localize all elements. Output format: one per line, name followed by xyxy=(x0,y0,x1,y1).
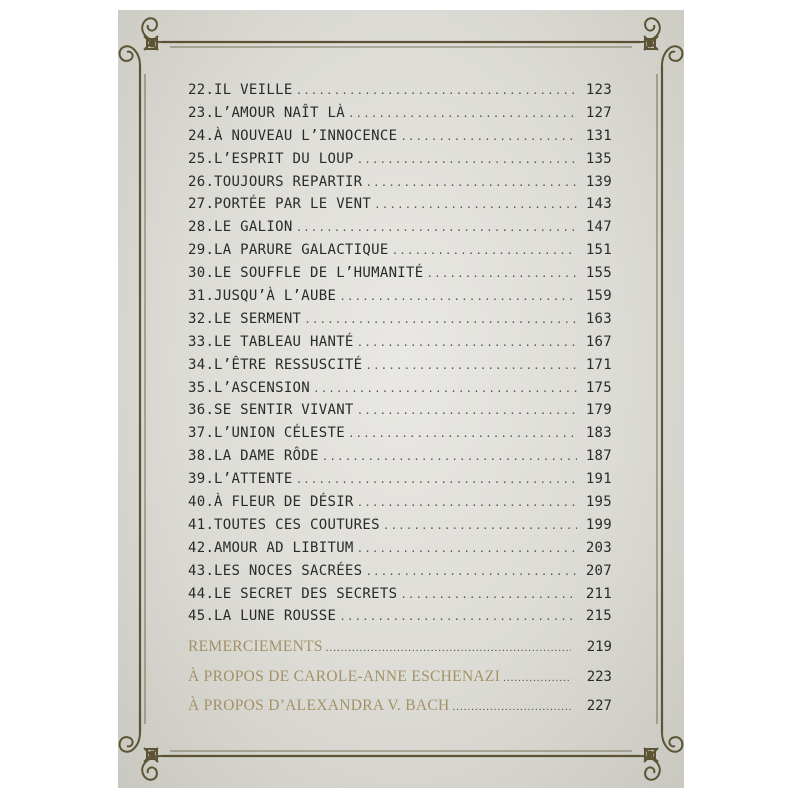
chapter-number: 45. xyxy=(188,608,215,625)
book-page xyxy=(118,10,684,788)
dot-leader xyxy=(296,84,577,97)
dot-leader xyxy=(365,176,577,189)
chapter-number: 31. xyxy=(188,288,215,305)
dot-leader xyxy=(357,153,577,166)
toc-entry xyxy=(188,105,612,128)
dot-leader xyxy=(400,130,577,143)
chapter-number: 32. xyxy=(188,310,215,327)
page-number: 207 xyxy=(585,562,612,579)
chapter-number: 22. xyxy=(188,82,215,98)
chapter-number: 43. xyxy=(188,562,215,579)
toc-entry xyxy=(188,151,612,174)
chapter-number: 35. xyxy=(188,379,215,396)
page-number: 147 xyxy=(585,219,612,236)
dot-leader xyxy=(392,244,577,257)
chapter-number: 37. xyxy=(188,425,215,442)
page-number: 183 xyxy=(585,425,612,442)
chapter-number: 30. xyxy=(188,265,215,282)
chapter-title: LES NOCES SACRÉES xyxy=(214,562,363,579)
chapter-number: 29. xyxy=(188,242,215,259)
chapter-title: À FLEUR DE DÉSIR xyxy=(214,494,354,511)
chapter-title: LA DAME RÔDE xyxy=(214,448,319,465)
chapter-title: LA PARURE GALACTIQUE xyxy=(214,242,389,259)
chapter-number: 44. xyxy=(188,585,215,602)
toc-entry xyxy=(188,288,612,311)
page-number: 163 xyxy=(585,310,612,327)
ornate-corner-icon xyxy=(640,732,682,780)
chapter-title: L’ÊTRE RESSUSCITÉ xyxy=(214,356,363,373)
dot-leader xyxy=(296,221,577,234)
ornate-corner-icon xyxy=(120,18,162,66)
toc-entry xyxy=(188,448,612,471)
page-number: 211 xyxy=(585,585,612,602)
chapter-number: 42. xyxy=(188,539,215,556)
chapter-number: 23. xyxy=(188,104,215,121)
toc-entry xyxy=(188,357,612,380)
section-title: REMERCIEMENTS xyxy=(188,638,323,655)
page-number: 203 xyxy=(585,539,612,556)
toc-entry xyxy=(188,219,612,242)
toc-entry xyxy=(188,82,612,105)
dot-leader xyxy=(427,267,578,280)
page-number: 175 xyxy=(585,379,612,396)
chapter-title: LA LUNE ROUSSE xyxy=(214,608,337,625)
toc-entry xyxy=(188,425,612,448)
toc-entry xyxy=(188,311,612,334)
back-matter-entry xyxy=(188,697,612,727)
chapter-title: SE SENTIR VIVANT xyxy=(214,402,354,419)
section-title: À PROPOS D’ALEXANDRA V. BACH xyxy=(188,697,450,714)
dot-leader xyxy=(348,427,577,440)
chapter-title: LE GALION xyxy=(214,219,293,236)
page-number: 131 xyxy=(585,127,612,144)
page-number: 123 xyxy=(585,82,612,98)
page-number: 139 xyxy=(585,173,612,190)
page-number: 215 xyxy=(585,608,612,625)
toc-entry xyxy=(188,517,612,540)
page-number: 199 xyxy=(585,516,612,533)
dot-leader xyxy=(339,610,577,623)
chapter-number: 36. xyxy=(188,402,215,419)
chapter-number: 26. xyxy=(188,173,215,190)
chapter-title: LE SECRET DES SECRETS xyxy=(214,585,398,602)
dot-leader xyxy=(400,588,577,601)
dot-leader xyxy=(365,359,577,372)
dot-leader xyxy=(357,496,577,509)
ornate-corner-icon xyxy=(120,732,162,780)
chapter-number: 25. xyxy=(188,150,215,167)
toc-entry xyxy=(188,380,612,403)
dot-leader xyxy=(326,642,571,654)
page-number: 159 xyxy=(585,288,612,305)
dot-leader xyxy=(365,565,577,578)
chapter-number: 41. xyxy=(188,516,215,533)
dot-leader xyxy=(357,542,577,555)
dot-leader xyxy=(357,404,577,417)
chapter-title: LE TABLEAU HANTÉ xyxy=(214,333,354,350)
dot-leader xyxy=(296,473,577,486)
page-number: 191 xyxy=(585,471,612,488)
chapter-number: 28. xyxy=(188,219,215,236)
page-number: 135 xyxy=(585,150,612,167)
page-number: 187 xyxy=(585,448,612,465)
chapter-title: TOUTES CES COUTURES xyxy=(214,516,380,533)
chapter-title: L’AMOUR NAÎT LÀ xyxy=(214,104,345,121)
page-number: 167 xyxy=(585,333,612,350)
page-number: 227 xyxy=(586,698,612,714)
page-number: 179 xyxy=(585,402,612,419)
toc-entry xyxy=(188,265,612,288)
chapter-title: JUSQU’À L’AUBE xyxy=(214,288,337,305)
page-number: 195 xyxy=(585,494,612,511)
chapter-number: 24. xyxy=(188,127,215,144)
back-matter-entry xyxy=(188,638,612,668)
dot-leader xyxy=(304,313,577,326)
page-number: 151 xyxy=(585,242,612,259)
toc-entry xyxy=(188,174,612,197)
page-number: 223 xyxy=(586,668,612,685)
toc-entry xyxy=(188,563,612,586)
dot-leader xyxy=(452,701,571,713)
chapter-number: 34. xyxy=(188,356,215,373)
chapter-title: LE SERMENT xyxy=(214,310,302,327)
back-matter-entry xyxy=(188,668,612,698)
dot-leader xyxy=(357,336,577,349)
chapter-title: À NOUVEAU L’INNOCENCE xyxy=(214,127,398,144)
dot-leader xyxy=(503,672,571,684)
chapter-number: 33. xyxy=(188,333,215,350)
toc-entry xyxy=(188,540,612,563)
toc-entry xyxy=(188,402,612,425)
toc-entry xyxy=(188,128,612,151)
chapter-number: 40. xyxy=(188,494,215,511)
chapter-number: 27. xyxy=(188,196,215,213)
dot-leader xyxy=(339,290,577,303)
chapter-title: LE SOUFFLE DE L’HUMANITÉ xyxy=(214,265,424,282)
chapter-title: L’ATTENTE xyxy=(214,471,293,488)
dot-leader xyxy=(374,198,577,211)
page-number: 127 xyxy=(585,104,612,121)
toc-entry xyxy=(188,586,612,609)
toc-entry xyxy=(188,608,612,631)
toc-entry xyxy=(188,196,612,219)
chapter-title: L’ESPRIT DU LOUP xyxy=(214,150,354,167)
toc-entry xyxy=(188,494,612,517)
back-matter-list xyxy=(188,638,612,727)
toc-entry xyxy=(188,471,612,494)
chapter-title: AMOUR AD LIBITUM xyxy=(214,539,354,556)
chapter-title: L’UNION CÉLESTE xyxy=(214,425,345,442)
chapter-title: TOUJOURS REPARTIR xyxy=(214,173,363,190)
toc-entry xyxy=(188,242,612,265)
dot-leader xyxy=(383,519,577,532)
dot-leader xyxy=(313,382,577,395)
table-of-contents xyxy=(188,82,612,631)
page-number: 143 xyxy=(585,196,612,213)
chapter-title: PORTÉE PAR LE VENT xyxy=(214,196,372,213)
chapter-title: IL VEILLE xyxy=(214,82,293,98)
page-number: 171 xyxy=(585,356,612,373)
section-title: À PROPOS DE CAROLE-ANNE ESCHENAZI xyxy=(188,667,501,685)
toc-entry xyxy=(188,334,612,357)
dot-leader xyxy=(322,450,577,463)
page-number: 155 xyxy=(585,265,612,282)
chapter-number: 38. xyxy=(188,448,215,465)
page-number: 219 xyxy=(586,639,612,655)
dot-leader xyxy=(348,107,577,120)
chapter-title: L’ASCENSION xyxy=(214,379,311,396)
chapter-number: 39. xyxy=(188,471,215,488)
ornate-corner-icon xyxy=(640,18,682,66)
